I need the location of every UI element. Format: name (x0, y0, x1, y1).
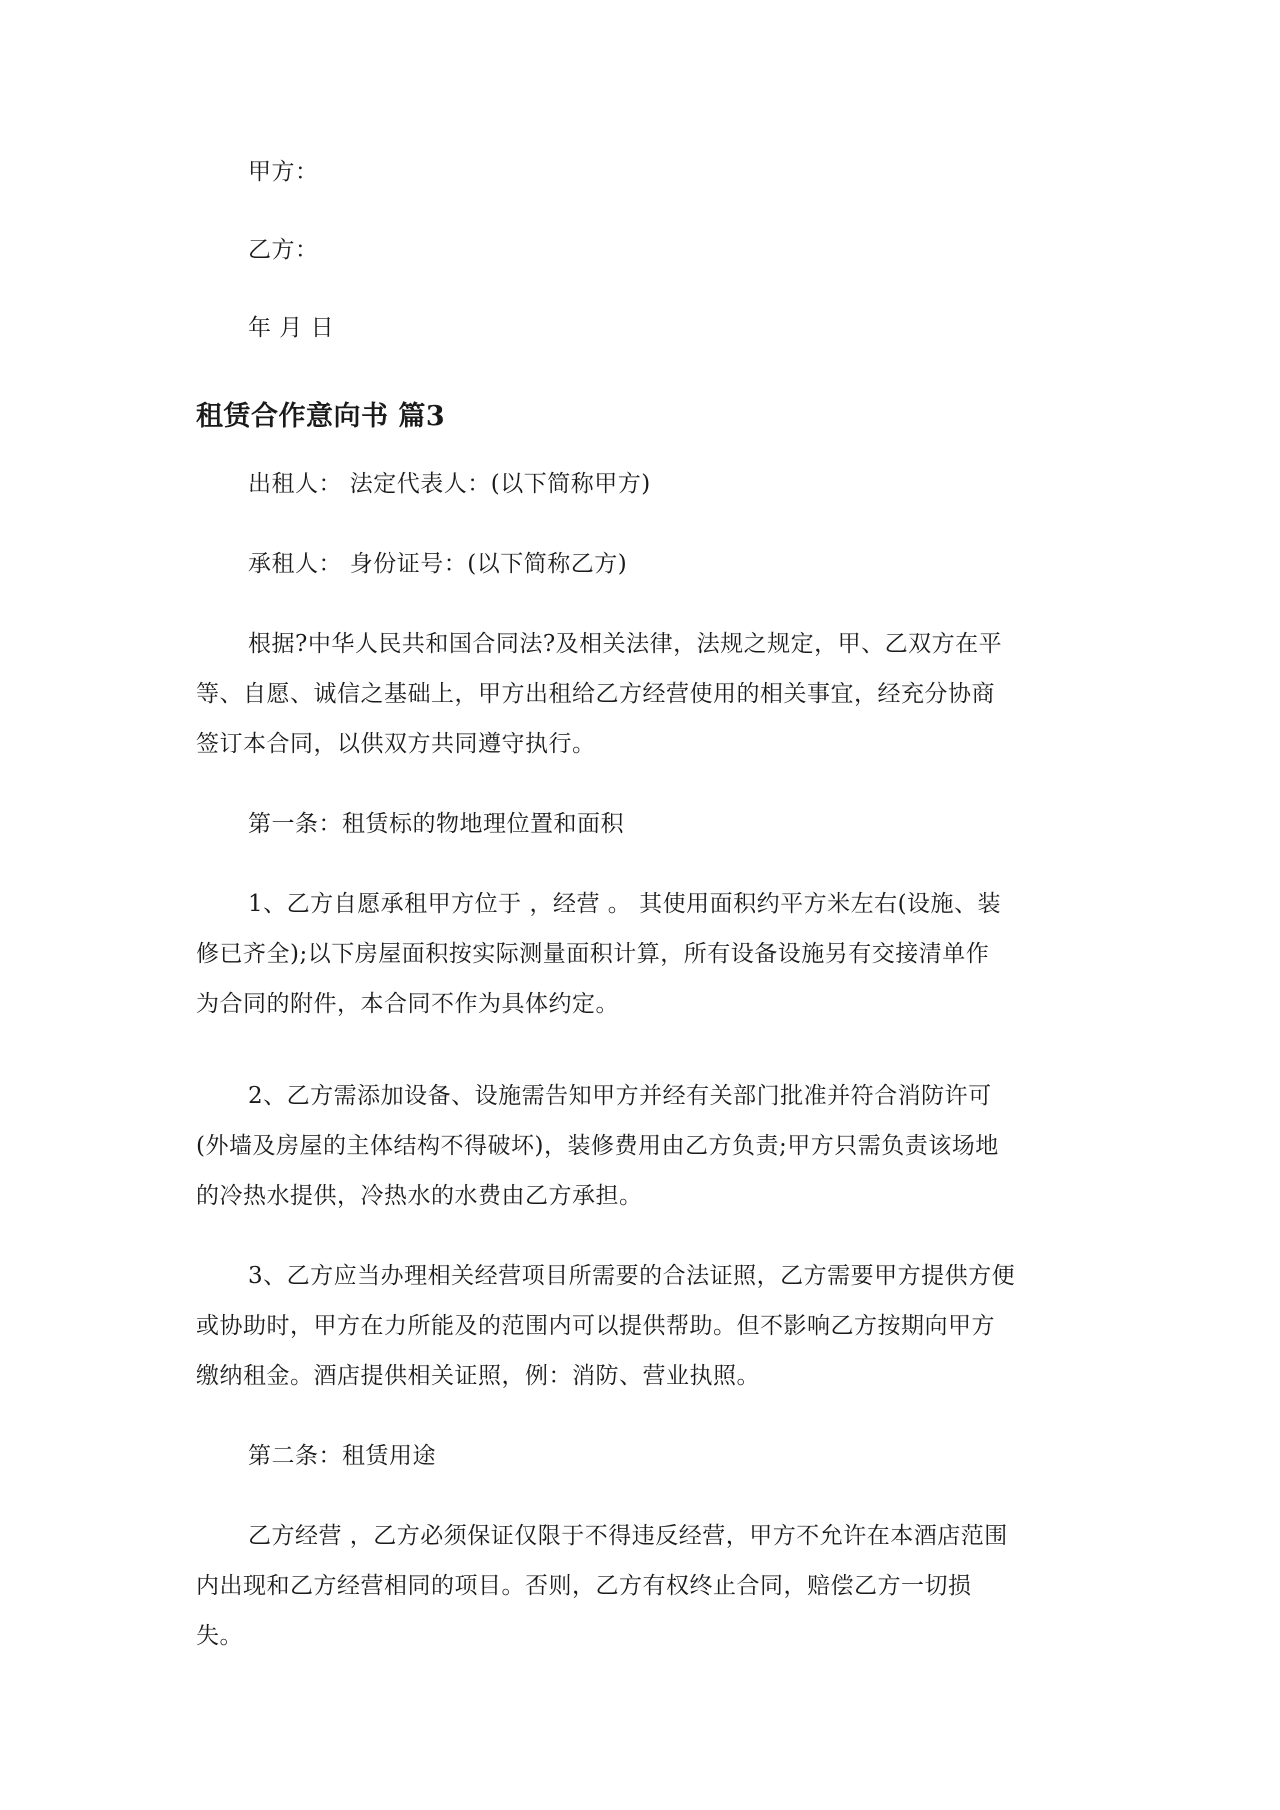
article2-title: 第二条：租赁用途 (248, 1443, 436, 1469)
article1-item2-line: 2、乙方需添加设备、设施需告知甲方并经有关部门批准并符合消防许可 (248, 1083, 992, 1109)
article1-item1-line: 修已齐全);以下房屋面积按实际测量面积计算，所有设备设施另有交接清单作 (196, 941, 990, 967)
article1-item3-line: 3、乙方应当办理相关经营项目所需要的合法证照，乙方需要甲方提供方便 (248, 1263, 1016, 1289)
signature-date: 年 月 日 (248, 315, 335, 341)
preamble-line: 等、自愿、诚信之基础上，甲方出租给乙方经营使用的相关事宜，经充分协商 (196, 681, 995, 707)
preamble-line: 根据?中华人民共和国合同法?及相关法律，法规之规定，甲、乙双方在平 (248, 631, 1003, 657)
article1-item3-line: 或协助时，甲方在力所能及的范围内可以提供帮助。但不影响乙方按期向甲方 (196, 1313, 995, 1339)
article1-title: 第一条：租赁标的物地理位置和面积 (248, 811, 624, 837)
lessor-line: 出租人： 法定代表人：(以下简称甲方) (248, 471, 651, 497)
article1-item1-line: 1、乙方自愿承租甲方位于 ，经营 。 其使用面积约平方米左右(设施、装 (248, 891, 1002, 917)
article1-item3-line: 缴纳租金。酒店提供相关证照，例：消防、营业执照。 (196, 1363, 760, 1389)
article2-body-line: 失。 (196, 1623, 243, 1649)
section-title: 租赁合作意向书 篇3 (196, 401, 446, 432)
article2-body-line: 内出现和乙方经营相同的项目。否则，乙方有权终止合同，赔偿乙方一切损 (196, 1573, 972, 1599)
article1-item2-line: 的冷热水提供，冷热水的水费由乙方承担。 (196, 1183, 643, 1209)
article2-body-line: 乙方经营 ，乙方必须保证仅限于不得违反经营，甲方不允许在本酒店范围 (248, 1523, 1008, 1549)
preamble-line: 签订本合同，以供双方共同遵守执行。 (196, 731, 596, 757)
article1-item1-line: 为合同的附件，本合同不作为具体约定。 (196, 991, 619, 1017)
party-b-signature: 乙方： (248, 237, 319, 263)
article1-item2-line: (外墙及房屋的主体结构不得破坏)，装修费用由乙方负责;甲方只需负责该场地 (196, 1133, 999, 1159)
lessee-line: 承租人： 身份证号：(以下简称乙方) (248, 551, 628, 577)
party-a-signature: 甲方： (248, 159, 319, 185)
